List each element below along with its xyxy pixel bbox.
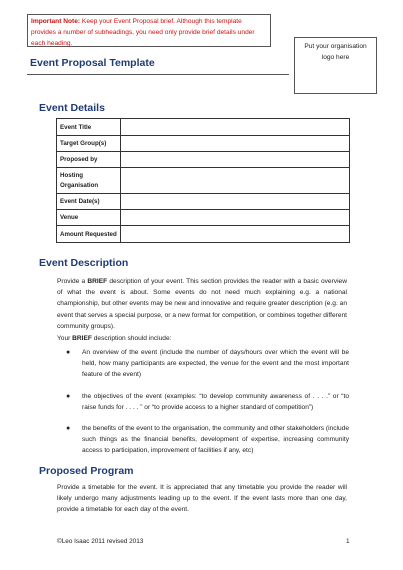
row-label-proposed-by: Proposed by bbox=[57, 152, 121, 168]
table-row bbox=[57, 168, 350, 194]
row-value-event-title[interactable] bbox=[121, 119, 350, 136]
page-title: Event Proposal Template bbox=[30, 57, 155, 69]
proposed-program-heading: Proposed Program bbox=[39, 465, 134, 477]
logo-placeholder-box bbox=[294, 37, 377, 94]
row-value-amount-requested[interactable] bbox=[121, 226, 350, 243]
row-label-amount-requested: Amount Requested bbox=[57, 226, 121, 243]
description-intro bbox=[57, 333, 347, 344]
description-bullet-list bbox=[66, 347, 349, 467]
footer-copyright: ©Leo Isaac 2011 revised 2013 bbox=[57, 538, 144, 545]
paragraph-text: description should include: bbox=[91, 335, 172, 342]
important-note-box bbox=[27, 14, 271, 47]
row-label-target-group: Target Group(s) bbox=[57, 136, 121, 152]
list-item-text: An overview of the event (include the number of days/hours over which the event will be held, how many participants are expected, the venue for the event and the most important feature of the event) bbox=[82, 349, 349, 379]
table-row bbox=[57, 119, 350, 136]
event-description-paragraph bbox=[57, 276, 347, 332]
row-label-event-dates: Event Date(s) bbox=[57, 194, 121, 210]
logo-placeholder-text: Put your organisation logo here bbox=[304, 43, 367, 61]
paragraph-text: description of your event. This section provides the reader with a basic overview of what the event is about. Some events do not need much explaining e.g. a national championship, but other events may be new and innovative and require greater description (e.g. an event that serves a special purpose, or a new format for competition, or combines together different community groups). bbox=[57, 278, 347, 330]
bullet-icon: ● bbox=[66, 425, 71, 433]
paragraph-text: Your bbox=[57, 335, 73, 342]
row-value-proposed-by[interactable] bbox=[121, 152, 350, 168]
proposed-program-paragraph: Provide a timetable for the event. It is appreciated that any timetable you provide the reader will likely undergo many adjustments leading up to the event. If the event lasts more than one day, provide a timetable for each day of the event. bbox=[57, 484, 347, 514]
row-value-hosting-organisation[interactable] bbox=[121, 168, 350, 194]
row-value-venue[interactable] bbox=[121, 210, 350, 226]
important-note-text: Keep your Event Proposal brief. Although this template provides a number of subheadings, you need only provide brief details under each heading. bbox=[31, 18, 255, 47]
row-label-event-title: Event Title bbox=[57, 119, 121, 136]
table-row bbox=[57, 226, 350, 243]
list-item bbox=[66, 423, 349, 457]
footer-page-number: 1 bbox=[346, 538, 350, 545]
bullet-icon: ● bbox=[66, 349, 71, 356]
row-label-hosting-organisation: Hosting Organisation bbox=[57, 168, 121, 194]
table-row bbox=[57, 152, 350, 168]
title-divider bbox=[27, 74, 289, 75]
event-description-heading: Event Description bbox=[39, 257, 129, 269]
list-item-text: the objectives of the event (examples: “to develop community awareness of . . . .” or “to raise funds for . . . . ” or “to provide access to a higher standard of competition”) bbox=[82, 392, 349, 411]
list-item bbox=[66, 391, 349, 413]
bullet-icon: ● bbox=[66, 392, 71, 400]
event-details-table bbox=[56, 118, 350, 243]
row-value-target-group[interactable] bbox=[121, 136, 350, 152]
paragraph-emphasis: BRIEF bbox=[87, 278, 108, 285]
table-row bbox=[57, 136, 350, 152]
row-label-venue: Venue bbox=[57, 210, 121, 226]
important-note-label: Important Note: bbox=[31, 18, 81, 25]
paragraph-emphasis: BRIEF bbox=[72, 335, 92, 342]
table-row bbox=[57, 194, 350, 210]
list-item-text: the benefits of the event to the organisation, the community and other stakeholders (include such things as the financial benefits, development of expertise, increasing community access to participation, improvement of facilities if any, etc) bbox=[82, 425, 349, 455]
list-item bbox=[66, 347, 349, 381]
row-value-event-dates[interactable] bbox=[121, 194, 350, 210]
paragraph-text: Provide a bbox=[57, 278, 88, 285]
table-row bbox=[57, 210, 350, 226]
event-details-heading: Event Details bbox=[39, 102, 105, 114]
